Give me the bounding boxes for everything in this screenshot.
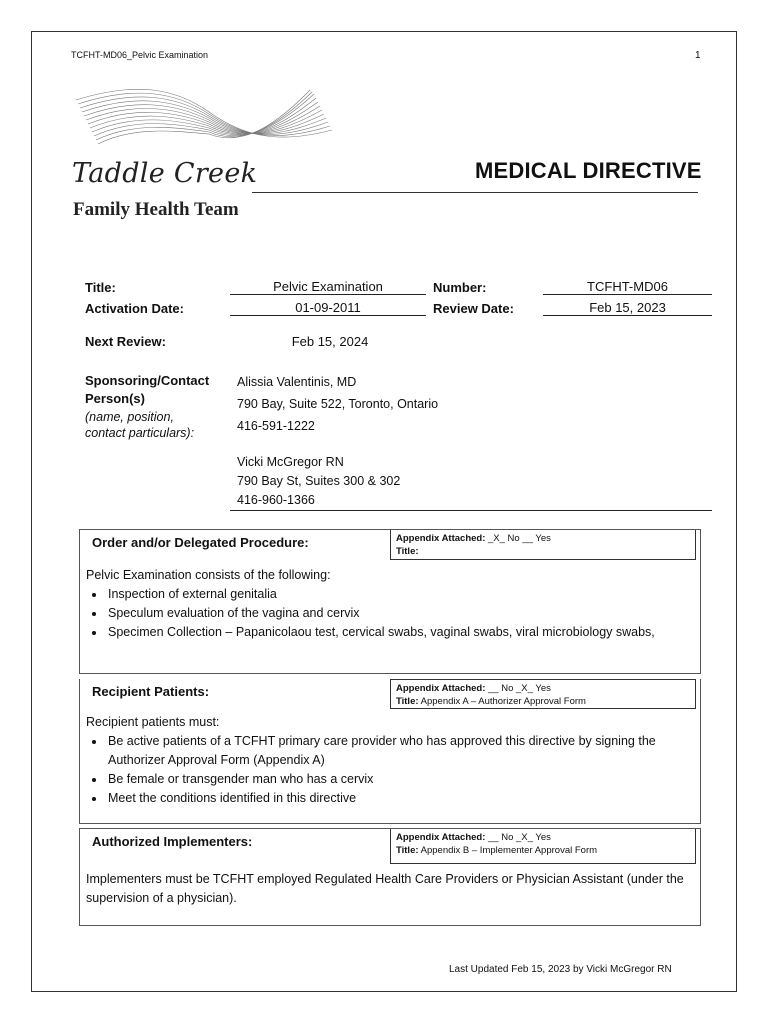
title-label: Title:	[85, 280, 116, 295]
appendix-box	[390, 530, 696, 560]
appendix-title-label: Title:	[396, 546, 419, 557]
section-title: Authorized Implementers:	[92, 834, 253, 849]
list-item: • Be active patients of a TCFHT primary care provider who has approved this directive by signing the Authorizer Approval Form (Appendix A)	[106, 732, 692, 770]
appendix-label: Appendix Attached:	[396, 832, 486, 843]
next-review-label: Next Review:	[85, 334, 166, 349]
section-title: Recipient Patients:	[92, 684, 210, 699]
sponsor-hint-line2: contact particulars):	[85, 426, 195, 440]
taddle-creek-logo-icon	[74, 82, 334, 157]
activation-date-value: 01-09-2011	[230, 300, 426, 316]
appendix-title-label: Title:	[396, 696, 419, 707]
footer-last-updated: Last Updated Feb 15, 2023 by Vicki McGregor RN	[449, 964, 672, 975]
section-intro: Recipient patients must:	[86, 715, 220, 729]
sponsor-2-name: Vicki McGregor RN	[237, 455, 344, 469]
document-page	[31, 31, 737, 992]
appendix-choice: _X_ No __ Yes	[488, 533, 551, 544]
sponsor-2-address: 790 Bay St, Suites 300 & 302	[237, 474, 401, 488]
sponsor-hint-line1: (name, position,	[85, 410, 174, 424]
recipient-list	[86, 732, 692, 808]
section-intro: Pelvic Examination consists of the following:	[86, 568, 331, 582]
sponsor-contact-2	[237, 453, 400, 510]
list-item: • Specimen Collection – Papanicolaou test, cervical swabs, vaginal swabs, viral microbiology swabs,	[106, 623, 686, 642]
document-id: TCFHT-MD06_Pelvic Examination	[71, 50, 209, 60]
appendix-choice: __ No _X_ Yes	[488, 683, 551, 694]
list-item: • Meet the conditions identified in this directive	[106, 789, 692, 808]
procedure-list	[86, 585, 686, 642]
document-type-heading: MEDICAL DIRECTIVE	[475, 158, 702, 183]
section-recipient-patients	[79, 679, 701, 824]
list-item: • Speculum evaluation of the vagina and cervix	[106, 604, 686, 623]
appendix-box	[390, 829, 696, 864]
activation-date-label: Activation Date:	[85, 301, 184, 316]
appendix-label: Appendix Attached:	[396, 683, 486, 694]
section-body	[86, 713, 692, 808]
header-rule	[252, 192, 698, 193]
section-title: Order and/or Delegated Procedure:	[92, 535, 309, 550]
section-body	[86, 870, 686, 908]
list-item: • Inspection of external genitalia	[106, 585, 686, 604]
brand-subtitle: Family Health Team	[73, 199, 239, 220]
title-value: Pelvic Examination	[230, 279, 426, 295]
sponsor-label	[85, 372, 209, 408]
appendix-box	[390, 679, 696, 709]
number-label: Number:	[433, 280, 487, 295]
section-intro: Implementers must be TCFHT employed Regulated Health Care Providers or Physician Assistant (under the supervision of a physician).	[86, 872, 684, 905]
appendix-title: Appendix A – Authorizer Approval Form	[420, 696, 586, 707]
page-number: 1	[695, 50, 701, 61]
appendix-choice: __ No _X_ Yes	[488, 832, 551, 843]
sponsor-contact-1	[237, 371, 438, 437]
sponsor-hint	[85, 409, 194, 441]
sponsor-2-phone: 416-960-1366	[237, 493, 315, 507]
section-body	[86, 566, 686, 642]
list-item: • Be female or transgender man who has a cervix	[106, 770, 692, 789]
sponsor-label-line1: Sponsoring/Contact	[85, 373, 210, 388]
sponsor-1-address: 790 Bay, Suite 522, Toronto, Ontario	[237, 397, 439, 411]
sponsor-rule	[230, 510, 712, 511]
appendix-title-label: Title:	[396, 845, 419, 856]
review-date-value: Feb 15, 2023	[543, 300, 712, 316]
sponsor-1-phone: 416-591-1222	[237, 419, 315, 433]
section-authorized-implementers	[79, 828, 701, 926]
sponsor-1-name: Alissia Valentinis, MD	[237, 375, 357, 389]
next-review-value: Feb 15, 2024	[291, 334, 369, 349]
appendix-label: Appendix Attached:	[396, 533, 486, 544]
brand-name: Taddle Creek	[72, 158, 258, 189]
review-date-label: Review Date:	[433, 301, 514, 316]
number-value: TCFHT-MD06	[543, 279, 712, 295]
section-order-procedure	[79, 529, 701, 674]
sponsor-label-line2: Person(s)	[85, 391, 145, 406]
appendix-title: Appendix B – Implementer Approval Form	[420, 845, 598, 856]
